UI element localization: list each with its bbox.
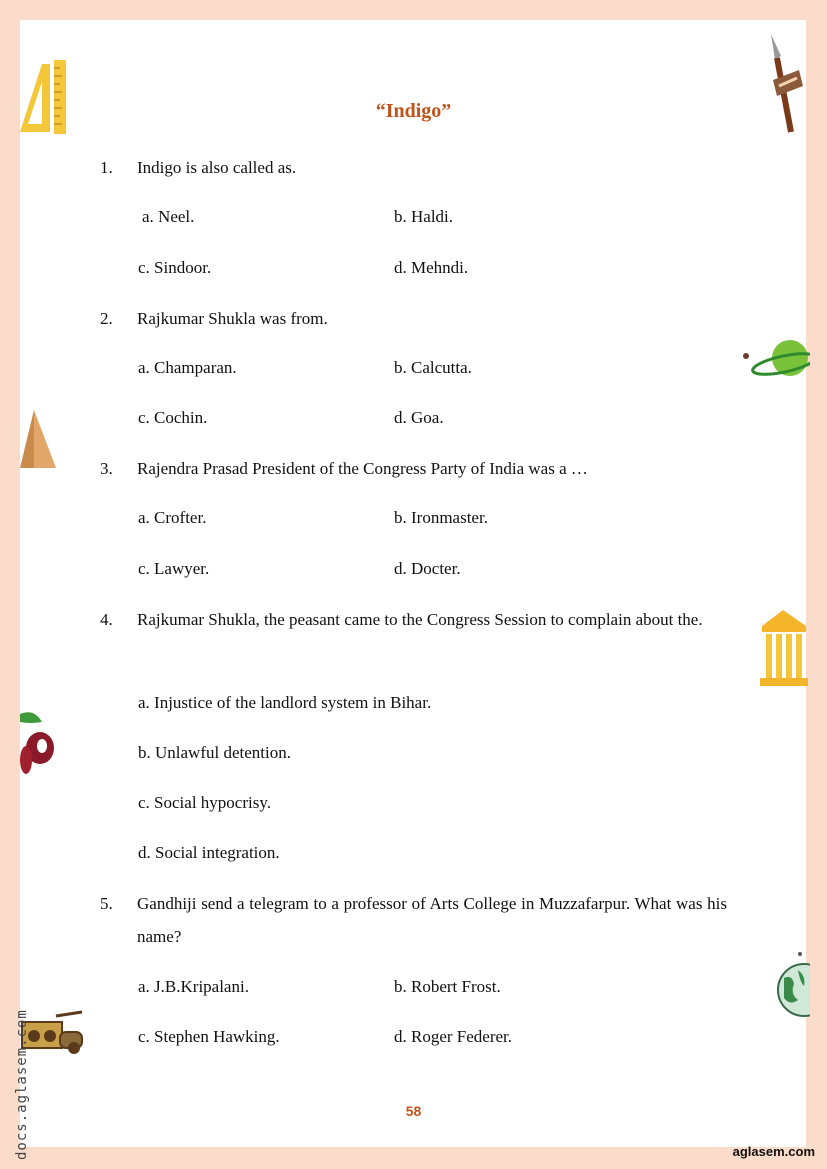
question-number: 1. <box>100 158 113 177</box>
option-c[interactable]: c. Social hypocrisy. <box>138 793 271 812</box>
question-text: Rajkumar Shukla, the peasant came to the Congress Session to complain about the. <box>137 610 703 629</box>
option-b[interactable]: b. Haldi. <box>394 207 454 226</box>
option-b[interactable]: b. Robert Frost. <box>394 977 501 996</box>
question-number: 2. <box>100 309 113 328</box>
option-d[interactable]: d. Roger Federer. <box>394 1027 513 1046</box>
watermark: docs.aglasem.com <box>14 1009 30 1160</box>
question-text: Gandhiji send a telegram to a professor of Arts College in Muzzafarpur. What was his name? <box>137 894 727 946</box>
question-4 <box>100 603 727 636</box>
option-b[interactable]: b. Calcutta. <box>394 358 472 377</box>
question-1 <box>100 151 727 184</box>
globe-icon <box>776 948 810 1020</box>
option-c[interactable]: c. Lawyer. <box>138 559 210 578</box>
page-title: “Indigo” <box>375 100 452 122</box>
question-text: Rajendra Prasad President of the Congress Party of India was a … <box>137 459 588 478</box>
question-3 <box>100 452 727 485</box>
question-number: 3. <box>100 459 113 478</box>
option-b[interactable]: b. Ironmaster. <box>394 508 488 527</box>
question-text: Rajkumar Shukla was from. <box>137 309 328 328</box>
option-c[interactable]: c. Stephen Hawking. <box>138 1027 280 1046</box>
option-c[interactable]: c. Sindoor. <box>138 258 212 277</box>
ruler-icon <box>20 58 68 136</box>
page-number: 58 <box>405 1103 422 1119</box>
option-a[interactable]: a. Injustice of the landlord system in Bihar. <box>138 693 432 712</box>
option-a[interactable]: a. Neel. <box>142 207 195 226</box>
question-5 <box>100 887 727 953</box>
option-a[interactable]: a. Crofter. <box>138 508 207 527</box>
option-b[interactable]: b. Unlawful detention. <box>138 743 291 762</box>
question-text: Indigo is also called as. <box>137 158 297 177</box>
pyramid-icon <box>20 410 58 470</box>
option-d[interactable]: d. Docter. <box>394 559 461 578</box>
option-c[interactable]: c. Cochin. <box>138 408 208 427</box>
option-a[interactable]: a. J.B.Kripalani. <box>138 977 249 996</box>
question-2 <box>100 302 727 335</box>
fruit-icon <box>20 708 56 778</box>
option-d[interactable]: d. Goa. <box>394 408 444 427</box>
option-d[interactable]: d. Social integration. <box>138 843 280 862</box>
question-number: 4. <box>100 610 113 629</box>
option-a[interactable]: a. Champaran. <box>138 358 237 377</box>
question-number: 5. <box>100 894 113 913</box>
brand-link[interactable]: aglasem.com <box>732 1144 815 1159</box>
option-d[interactable]: d. Mehndi. <box>394 258 469 277</box>
planet-icon <box>740 334 810 384</box>
pillar-icon <box>758 608 808 688</box>
